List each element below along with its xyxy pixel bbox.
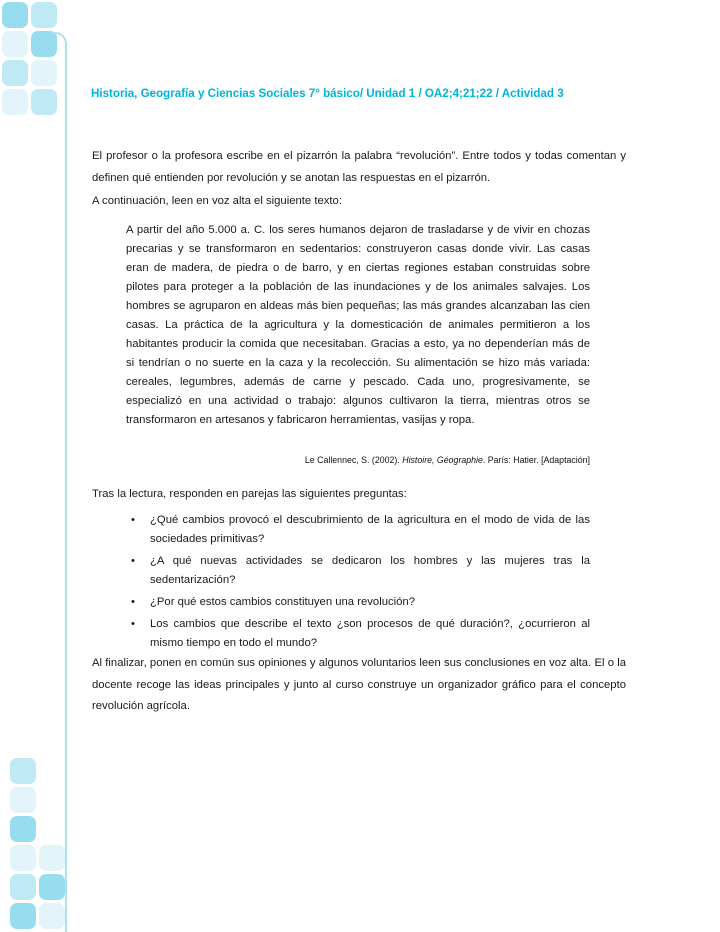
deco-square — [39, 874, 65, 900]
deco-square — [39, 845, 65, 871]
question-list — [128, 511, 590, 656]
intro-paragraph: El profesor o la profesora escribe en el pizarrón la palabra “revolución”. Entre todos y todas comentan y definen qué entienden por revolución y se anotan las respuestas en el pizarrón. — [92, 150, 626, 184]
deco-square — [31, 89, 57, 115]
deco-square — [2, 89, 28, 115]
deco-square — [2, 2, 28, 28]
deco-square — [31, 2, 57, 28]
citation-book-title: Histoire, Géographie — [402, 455, 483, 465]
question-item: • ¿A qué nuevas actividades se dedicaron los hombres y las mujeres tras la sedentarización? — [128, 552, 590, 590]
questions-intro: Tras la lectura, responden en parejas las siguientes preguntas: — [92, 488, 407, 500]
reading-text: A partir del año 5.000 a. C. los seres humanos dejaron de trasladarse y de vivir en chozas precarias y se transformaron en sedentarios: construyeron casas donde vivir. Las casas eran de madera, de piedra o de barro, y en ciertas regiones estaban construidas sobre pilotes para proteger a la población de las inundaciones y de los animales salvajes. Los hombres se agruparon en aldeas más bien pequeñas; las más grandes alcanzaban las cien casas. La práctica de la agricultura y la domesticación de animales permitieron a los habitantes producir la comida que necesitaban. Gracias a esto, ya no dependerían más de si tendrían o no suerte en la caza y la recolección. Su alimentación se hizo más variada: cereales, legumbres, además de carne y pescado. Cada uno, progresivamente, se especializó en una actividad o trabajo: algunos cultivaron la tierra, mientras otros se transformaron en artesanos y fabricaron herramientas, vasijas y ropa. — [126, 224, 590, 426]
deco-square — [31, 60, 57, 86]
question-item: • Los cambios que describe el texto ¿son procesos de qué duración?, ¿ocurrieron al mismo tiempo en todo el mundo? — [128, 615, 590, 653]
read-aloud-instruction: A continuación, leen en voz alta el siguiente texto: — [92, 195, 342, 207]
deco-square — [10, 903, 36, 929]
citation — [126, 455, 590, 465]
deco-square — [39, 903, 65, 929]
deco-square — [10, 874, 36, 900]
deco-square — [10, 758, 36, 784]
page-title: Historia, Geografía y Ciencias Sociales 7° básico/ Unidad 1 / OA2;4;21;22 / Actividad 3 — [91, 87, 564, 100]
deco-square — [10, 845, 36, 871]
question-item: • ¿Por qué estos cambios constituyen una revolución? — [128, 593, 590, 612]
citation-publisher: . París: Hatier. [Adaptación] — [482, 455, 590, 465]
deco-square — [2, 31, 28, 57]
question-item: • ¿Qué cambios provocó el descubrimiento de la agricultura en el modo de vida de las sociedades primitivas? — [128, 511, 590, 549]
deco-square — [2, 60, 28, 86]
closing-paragraph: Al finalizar, ponen en común sus opiniones y algunos voluntarios leen sus conclusiones en voz alta. El o la docente recoge las ideas principales y junto al curso construye un organizador gráfico para el concepto revolución agrícola. — [92, 657, 626, 712]
deco-square — [10, 787, 36, 813]
decorative-vertical-line — [65, 46, 67, 932]
deco-square — [10, 816, 36, 842]
citation-author: Le Callennec, S. (2002). — [304, 455, 403, 465]
